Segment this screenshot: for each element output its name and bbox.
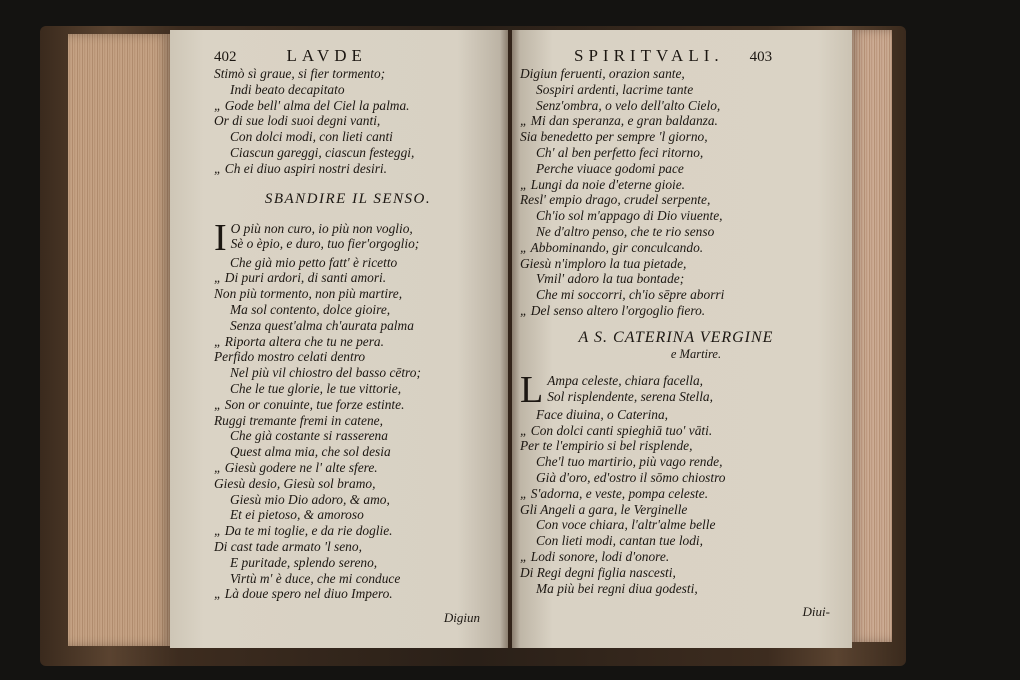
left-top-stanza [214, 66, 482, 177]
verse-line: O più non curo, io più non voglio, [230, 220, 413, 236]
verse-line: Giesù desio, Giesù sol bramo, [214, 475, 376, 491]
right-page-number: 403 [749, 49, 773, 65]
verse-line: Con voce chiara, l'altr'alme belle [536, 517, 716, 533]
verse-line: „ Con dolci canti spieghiā tuo' vāti. [520, 422, 713, 438]
right-body-lines [520, 407, 832, 597]
verse-line: Ch' al ben perfetto feci ritorno, [536, 144, 704, 160]
verse-line: „ Mi dan speranza, e gran baldanza. [520, 113, 718, 129]
left-section-heading: SBANDIRE IL SENSO. [264, 190, 432, 207]
verse-line: „ Da te mi toglie, e da rie doglie. [214, 523, 393, 539]
left-running-title: LAVDE [286, 46, 367, 65]
verse-line: „ Riporta altera che tu ne pera. [214, 333, 384, 349]
verse-line: E puritade, splendo sereno, [230, 554, 378, 570]
verse-line: Ciascun gareggi, ciascun festeggi, [230, 144, 415, 160]
verse-line: Indi beato decapitato [230, 81, 345, 97]
verse-line: Che mi soccorri, ch'io sēpre aborri [536, 287, 725, 303]
verse-line: Di Regi degni figlia nascesti, [520, 564, 676, 580]
verse-line: Quest alma mia, che sol desia [230, 444, 391, 460]
verse-line: „ Abbominando, gir conculcando. [520, 239, 704, 255]
verse-line: Resl' empio drago, crudel serpente, [520, 192, 711, 208]
verse-line: „ Di puri ardori, di santi amori. [214, 270, 387, 286]
verse-line: Ampa celeste, chiara facella, [547, 372, 704, 388]
right-top-stanza [520, 66, 832, 319]
verse-line: Con lieti modi, cantan tue lodi, [536, 533, 703, 549]
left-catchword: Digiun [443, 610, 480, 626]
verse-line: Face diuina, o Caterina, [536, 406, 669, 422]
verse-line: „ Gode bell' alma del Ciel la palma. [214, 97, 410, 113]
verse-line: „ S'adorna, e veste, pompa celeste. [520, 485, 709, 501]
verse-line: Ma più bei regni diua godesti, [536, 580, 698, 596]
verse-line: Già d'oro, ed'ostro il sōmo chiostro [536, 469, 726, 485]
verse-line: Sia benedetto per sempre 'l giorno, [520, 129, 708, 145]
drop-cap: L [520, 372, 544, 407]
verse-line: „ Del senso altero l'orgoglio fiero. [520, 302, 706, 318]
verse-line: Senza quest'alma ch'aurata palma [230, 317, 414, 333]
verse-line: Giesù mio Dio adoro, & amo, [230, 491, 390, 507]
left-page-number: 402 [214, 49, 237, 65]
verse-line: Sol risplendente, serena Stella, [547, 388, 713, 404]
verse-line: Ch'io sol m'appago di Dio viuente, [536, 208, 723, 224]
verse-line: Perfido mostro celati dentro [214, 349, 366, 365]
verse-line: Ma sol contento, dolce gioire, [230, 301, 391, 317]
verse-line: Et ei pietoso, & amoroso [230, 507, 364, 523]
verse-line: Stimò sì graue, si fier tormento; [214, 66, 386, 81]
verse-line: „ Son or conuinte, tue forze estinte. [214, 396, 405, 412]
page-edges-left [68, 34, 170, 646]
verse-line: Ruggi tremante fremi in catene, [214, 412, 383, 428]
verse-line: Che le tue glorie, le tue vittorie, [230, 380, 402, 396]
verse-line: Digiun feruenti, orazion sante, [520, 66, 685, 81]
right-running-title: SPIRITVALI. [574, 46, 724, 65]
verse-line: Gli Angeli a gara, le Verginelle [520, 501, 688, 517]
verse-line: Or di sue lodi suoi degni vanti, [214, 113, 381, 129]
right-section-heading: A S. CATERINA VERGINE [578, 328, 774, 346]
right-catchword: Diui- [802, 604, 830, 620]
verse-line: „ Lungi da noie d'eterne gioie. [520, 176, 686, 192]
left-opening-lines [214, 221, 482, 255]
verse-line: Ne d'altro penso, che te rio senso [536, 223, 715, 239]
verse-line: Giesù n'imploro la tua pietade, [520, 255, 687, 271]
verse-line: Senz'ombra, o velo dell'alto Cielo, [536, 97, 721, 113]
verse-line: Perche viuace godomi pace [536, 160, 684, 176]
verse-line: Vmil' adoro la tua bontade; [536, 271, 685, 287]
left-body-lines [214, 255, 482, 603]
verse-line: Per te l'empirio si bel risplende, [520, 438, 693, 454]
verse-line: Non più tormento, non più martire, [214, 286, 403, 302]
drop-cap: I [214, 220, 227, 255]
left-page [170, 30, 508, 648]
verse-line: Di cast tade armato 'l seno, [214, 538, 362, 554]
right-opening-lines [520, 373, 832, 407]
page-edges-right [850, 30, 892, 642]
verse-line: „ Giesù godere ne l' alte sfere. [214, 459, 378, 475]
verse-line: Con dolci modi, con lieti canti [230, 129, 393, 145]
verse-line: Che'l tuo martirio, più vago rende, [536, 454, 723, 470]
verse-line: „ Là doue spero nel diuo Impero. [214, 586, 393, 602]
right-running-head [520, 46, 832, 66]
verse-line: Sospiri ardenti, lacrime tante [536, 81, 694, 97]
verse-line: Che già mio petto fatt' è ricetto [230, 254, 398, 270]
verse-line: Che già costante si rasserena [230, 428, 388, 444]
verse-line: Virtù m' è duce, che mi conduce [230, 570, 401, 586]
left-running-head [214, 46, 482, 66]
verse-line: „ Ch ei diuo aspiri nostri desiri. [214, 160, 387, 176]
verse-line: „ Lodi sonore, lodi d'onore. [520, 548, 670, 564]
right-page [512, 30, 852, 648]
book-gutter [500, 30, 520, 648]
verse-line: Nel più vil chiostro del basso cētro; [230, 365, 421, 381]
verse-line: Sè o èpio, e duro, tuo fier'orgoglio; [230, 236, 420, 252]
right-section-subheading: e Martire. [670, 346, 722, 361]
